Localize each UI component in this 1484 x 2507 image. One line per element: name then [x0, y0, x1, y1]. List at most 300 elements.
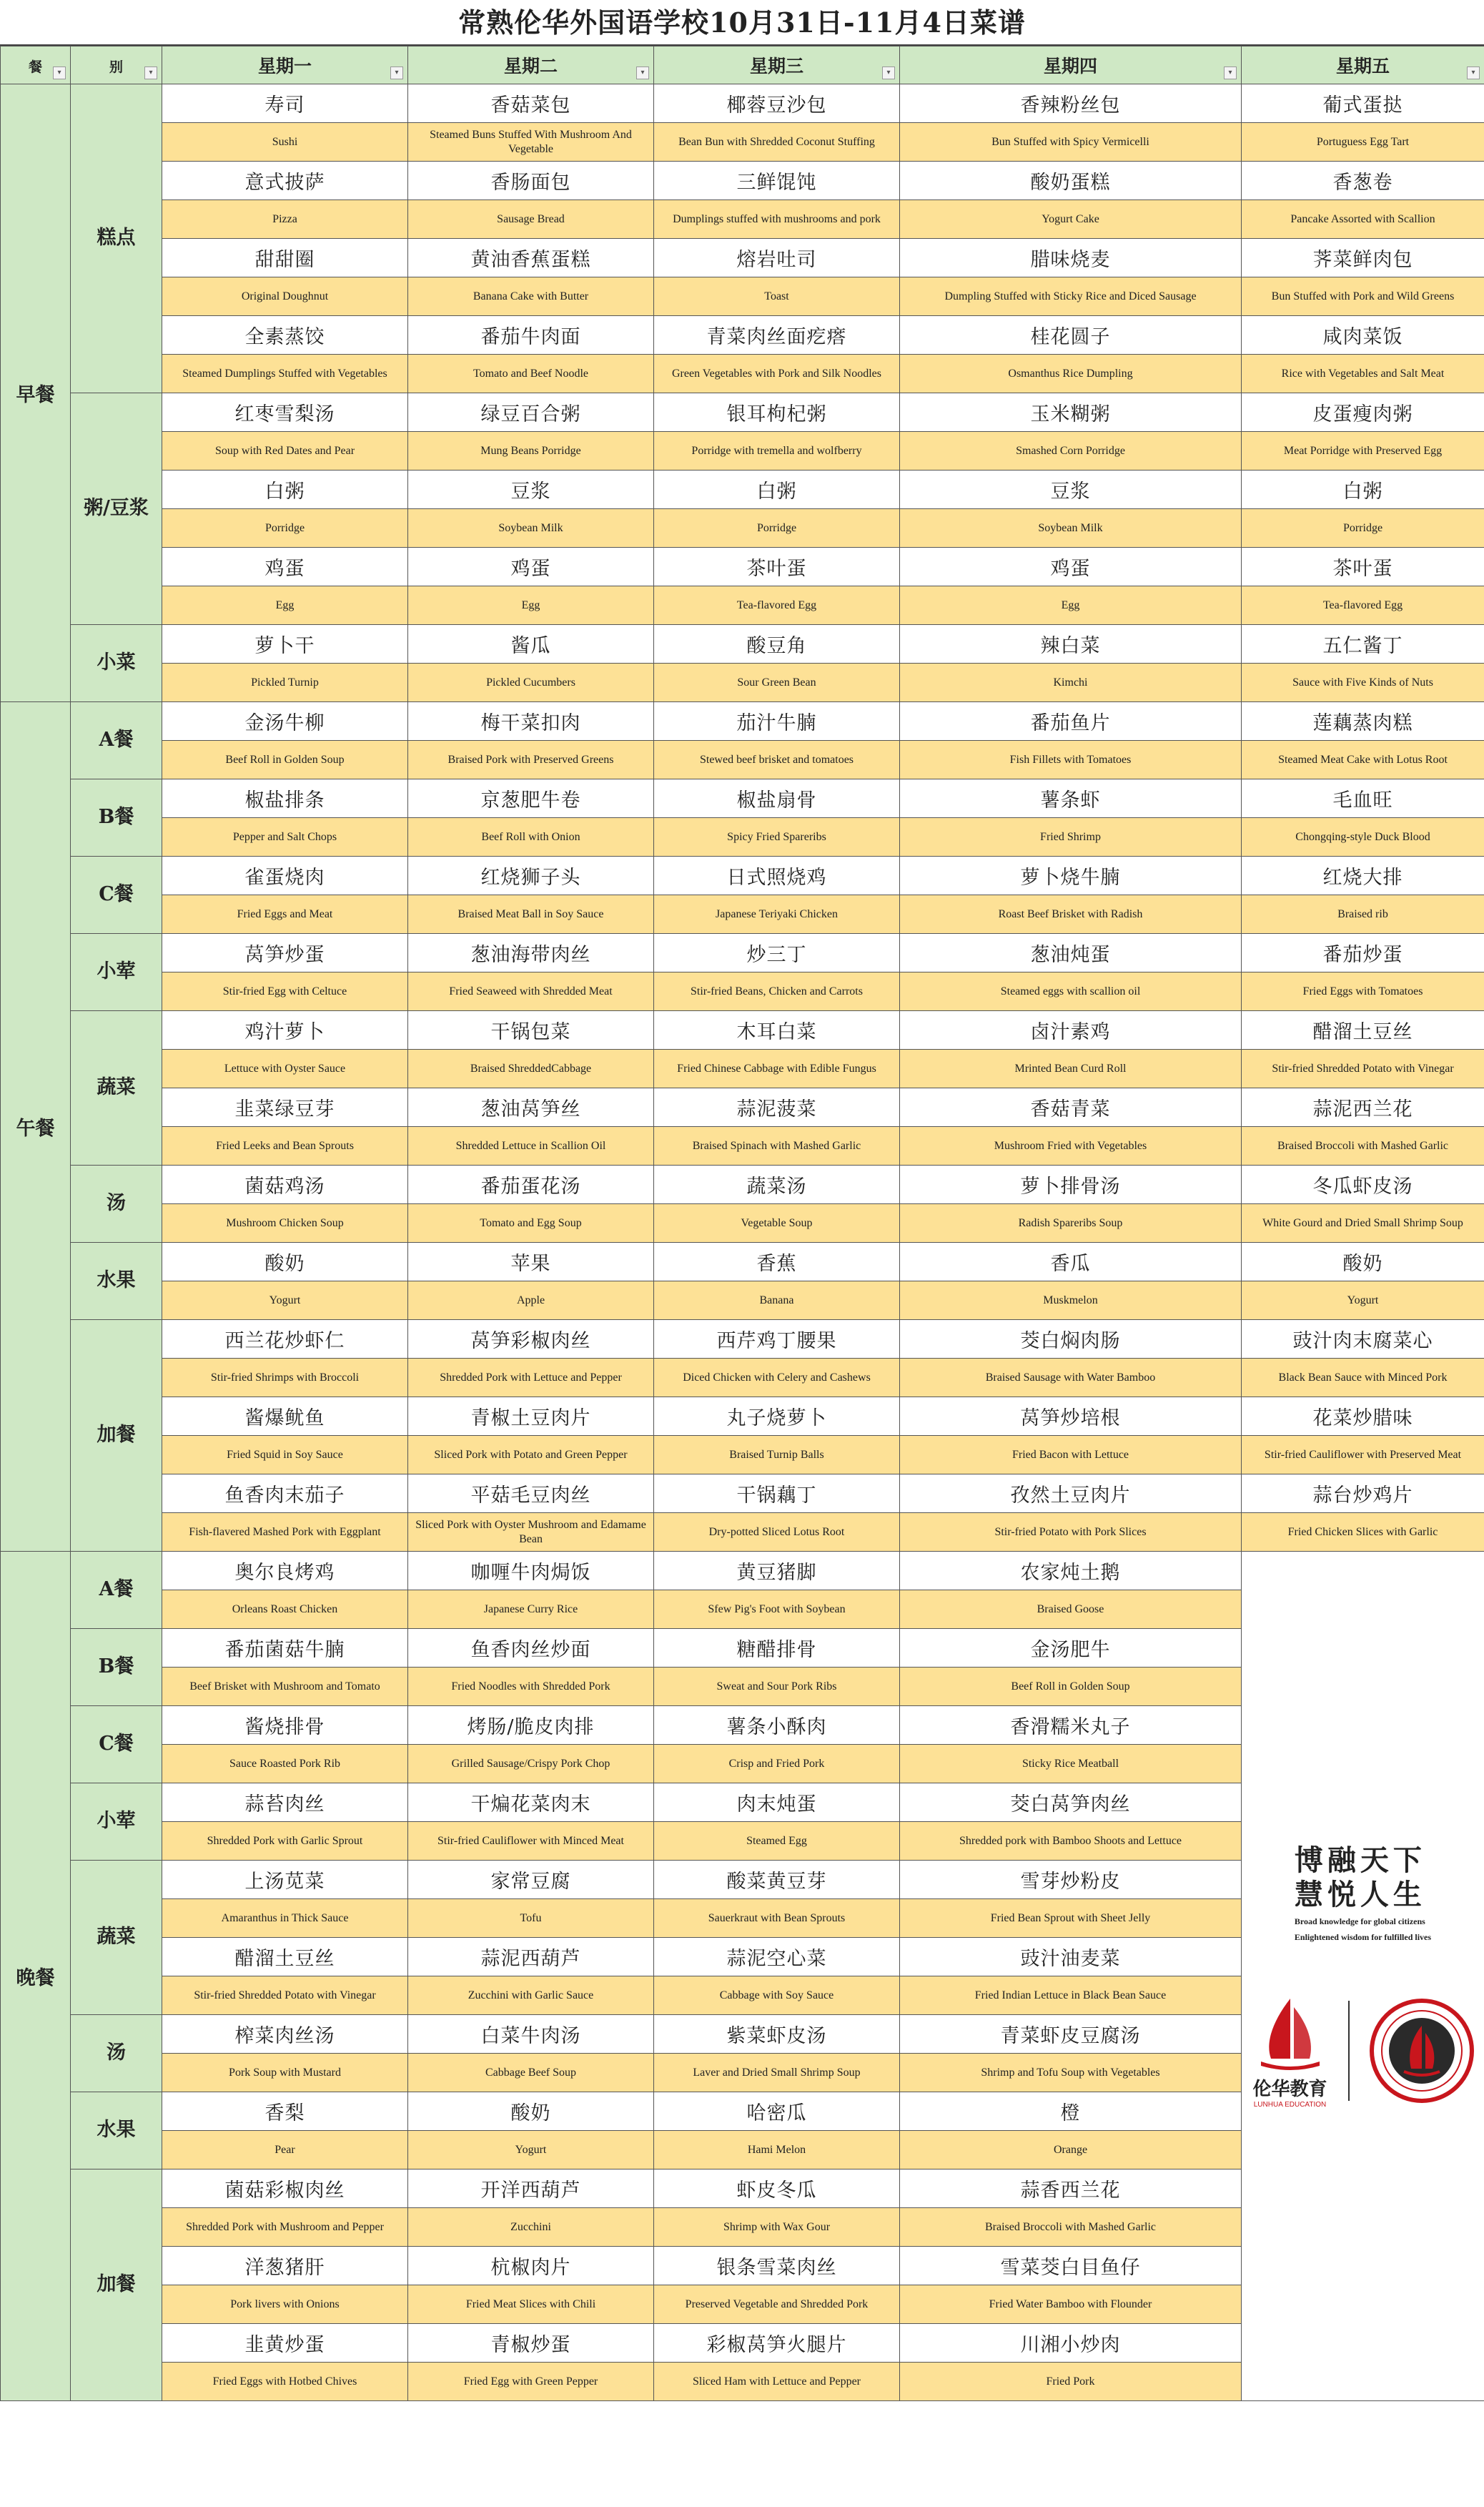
dish-name-cell: 白粥: [1242, 471, 1484, 509]
dish-english-cell: Fried Seaweed with Shredded Meat: [408, 972, 654, 1011]
dish-english-cell: Pork Soup with Mustard: [162, 2054, 408, 2092]
dish-name-cell: 毛血旺: [1242, 779, 1484, 818]
dish-name-cell: 彩椒莴笋火腿片: [654, 2324, 900, 2363]
dish-english-cell: Egg: [900, 586, 1242, 625]
filter-dropdown-icon[interactable]: ▾: [636, 67, 649, 79]
dish-english-cell: Preserved Vegetable and Shredded Pork: [654, 2285, 900, 2324]
dish-english-cell: Dumpling Stuffed with Sticky Rice and Diced Sausage: [900, 277, 1242, 316]
dish-name-cell: 杭椒肉片: [408, 2247, 654, 2285]
dish-english-cell: Yogurt: [408, 2131, 654, 2169]
dish-english-cell: Pepper and Salt Chops: [162, 818, 408, 857]
dish-name-cell: 酸奶蛋糕: [900, 162, 1242, 200]
dish-name-cell: 萝卜排骨汤: [900, 1166, 1242, 1204]
dish-name-cell: 菌菇彩椒肉丝: [162, 2169, 408, 2208]
dish-row-chinese: [1, 779, 1484, 818]
dish-english-cell: Pickled Cucumbers: [408, 664, 654, 702]
dish-name-cell: 金汤肥牛: [900, 1629, 1242, 1668]
dish-name-cell: 上汤苋菜: [162, 1861, 408, 1899]
dish-name-cell: 番茄菌菇牛腩: [162, 1629, 408, 1668]
dish-english-cell: Sliced Pork with Oyster Mushroom and Edamame Bean: [408, 1513, 654, 1552]
dish-english-cell: Orange: [900, 2131, 1242, 2169]
dish-english-cell: Braised ShreddedCabbage: [408, 1050, 654, 1088]
dish-row-chinese: [1, 1474, 1484, 1513]
meal-label: 午餐: [1, 702, 71, 1552]
dish-row-english: [1, 664, 1484, 702]
dish-english-cell: Sliced Ham with Lettuce and Pepper: [654, 2363, 900, 2401]
logo-name-en: LUNHUA EDUCATION: [1253, 2101, 1327, 2109]
dish-english-cell: Stir-fried Shrimps with Broccoli: [162, 1359, 408, 1397]
dish-english-cell: Braised Meat Ball in Soy Sauce: [408, 895, 654, 934]
dish-name-cell: 肉末炖蛋: [654, 1783, 900, 1822]
logo-name: 伦华教育: [1252, 2079, 1327, 2101]
dish-row-english: [1, 1204, 1484, 1243]
dish-name-cell: 香葱卷: [1242, 162, 1484, 200]
dish-english-cell: Stir-fried Shredded Potato with Vinegar: [1242, 1050, 1484, 1088]
dish-row-chinese: [1, 1397, 1484, 1436]
dish-name-cell: 茭白焖肉肠: [900, 1320, 1242, 1359]
dish-english-cell: Soup with Red Dates and Pear: [162, 432, 408, 471]
dish-english-cell: Beef Roll with Onion: [408, 818, 654, 857]
dish-english-cell: Steamed Egg: [654, 1822, 900, 1861]
dish-english-cell: Braised Broccoli with Mashed Garlic: [1242, 1127, 1484, 1166]
dish-english-cell: Steamed eggs with scallion oil: [900, 972, 1242, 1011]
dish-name-cell: 孜然土豆肉片: [900, 1474, 1242, 1513]
dish-row-chinese: [1, 1088, 1484, 1127]
school-seal-icon: [1368, 1997, 1475, 2104]
dish-english-cell: Amaranthus in Thick Sauce: [162, 1899, 408, 1938]
dish-english-cell: Japanese Curry Rice: [408, 1590, 654, 1629]
dish-english-cell: Fried Indian Lettuce in Black Bean Sauce: [900, 1976, 1242, 2015]
dish-row-english: [1, 123, 1484, 162]
dish-english-cell: Fried Chinese Cabbage with Edible Fungus: [654, 1050, 900, 1088]
dish-name-cell: 豆浆: [408, 471, 654, 509]
dish-name-cell: 茶叶蛋: [1242, 548, 1484, 586]
dish-english-cell: Fried Eggs and Meat: [162, 895, 408, 934]
dish-english-cell: Sausage Bread: [408, 200, 654, 239]
slogan-english-1: Broad knowledge for global citizens: [1294, 1916, 1425, 1926]
dish-english-cell: Cabbage with Soy Sauce: [654, 1976, 900, 2015]
dish-name-cell: 萝卜烧牛腩: [900, 857, 1242, 895]
dish-english-cell: Diced Chicken with Celery and Cashews: [654, 1359, 900, 1397]
meal-label: 晚餐: [1, 1552, 71, 2401]
dish-english-cell: Banana Cake with Butter: [408, 277, 654, 316]
category-label: A餐: [71, 702, 162, 779]
dish-english-cell: Yogurt: [162, 1281, 408, 1320]
filter-dropdown-icon[interactable]: ▾: [1467, 67, 1480, 79]
category-label: 小菜: [71, 625, 162, 702]
dish-english-cell: Yogurt Cake: [900, 200, 1242, 239]
dish-name-cell: 意式披萨: [162, 162, 408, 200]
dish-name-cell: 木耳白菜: [654, 1011, 900, 1050]
dish-name-cell: 青菜肉丝面疙瘩: [654, 316, 900, 355]
dish-name-cell: 莴笋炒蛋: [162, 934, 408, 972]
dish-english-cell: Laver and Dried Small Shrimp Soup: [654, 2054, 900, 2092]
dish-name-cell: 丸子烧萝卜: [654, 1397, 900, 1436]
slogan-line-1: 博融天下: [1294, 1843, 1426, 1877]
dish-name-cell: 红枣雪梨汤: [162, 393, 408, 432]
dish-english-cell: Braised Broccoli with Mashed Garlic: [900, 2208, 1242, 2247]
dish-name-cell: 西芹鸡丁腰果: [654, 1320, 900, 1359]
dish-row-chinese: [1, 857, 1484, 895]
dish-english-cell: Stir-fried Shredded Potato with Vinegar: [162, 1976, 408, 2015]
filter-dropdown-icon[interactable]: ▾: [144, 67, 157, 79]
dish-english-cell: Beef Roll in Golden Soup: [162, 741, 408, 779]
dish-english-cell: Hami Melon: [654, 2131, 900, 2169]
dish-row-chinese: [1, 1552, 1484, 1590]
dish-row-english: [1, 1050, 1484, 1088]
dish-name-cell: 虾皮冬瓜: [654, 2169, 900, 2208]
header-day-1: 星期一 ▾: [162, 46, 408, 84]
dish-english-cell: Bun Stuffed with Spicy Vermicelli: [900, 123, 1242, 162]
dish-name-cell: 莴笋炒培根: [900, 1397, 1242, 1436]
dish-name-cell: 酱烧排骨: [162, 1706, 408, 1745]
dish-name-cell: 干煸花菜肉末: [408, 1783, 654, 1822]
dish-english-cell: Black Bean Sauce with Minced Pork: [1242, 1359, 1484, 1397]
category-label: C餐: [71, 1706, 162, 1783]
dish-name-cell: 番茄牛肉面: [408, 316, 654, 355]
dish-name-cell: 椒盐扇骨: [654, 779, 900, 818]
dish-english-cell: Braised Goose: [900, 1590, 1242, 1629]
dish-english-cell: Shredded pork with Bamboo Shoots and Lettuce: [900, 1822, 1242, 1861]
dish-row-chinese: [1, 239, 1484, 277]
dish-name-cell: 榨菜肉丝汤: [162, 2015, 408, 2054]
dish-english-cell: Fried Egg with Green Pepper: [408, 2363, 654, 2401]
dish-name-cell: 蔬菜汤: [654, 1166, 900, 1204]
school-slogan: [1295, 1843, 1431, 1943]
dish-english-cell: Sfew Pig's Foot with Soybean: [654, 1590, 900, 1629]
dish-english-cell: Tomato and Egg Soup: [408, 1204, 654, 1243]
page-title: 常熟伦华外国语学校10月31日-11月4日菜谱: [0, 0, 1484, 46]
dish-row-chinese: [1, 471, 1484, 509]
category-label: A餐: [71, 1552, 162, 1629]
category-label: 加餐: [71, 1320, 162, 1552]
dish-english-cell: Beef Roll in Golden Soup: [900, 1668, 1242, 1706]
dish-name-cell: 鸡蛋: [900, 548, 1242, 586]
dish-english-cell: Stir-fried Cauliflower with Minced Meat: [408, 1822, 654, 1861]
dish-name-cell: 腊味烧麦: [900, 239, 1242, 277]
dish-name-cell: 鸡汁萝卜: [162, 1011, 408, 1050]
dish-name-cell: 五仁酱丁: [1242, 625, 1484, 664]
dish-english-cell: Portuguess Egg Tart: [1242, 123, 1484, 162]
dish-name-cell: 白菜牛肉汤: [408, 2015, 654, 2054]
dish-english-cell: Egg: [162, 586, 408, 625]
dish-name-cell: 椒盐排条: [162, 779, 408, 818]
dish-name-cell: 香肠面包: [408, 162, 654, 200]
filter-dropdown-icon[interactable]: ▾: [1224, 67, 1237, 79]
dish-name-cell: 番茄炒蛋: [1242, 934, 1484, 972]
dish-english-cell: Porridge: [654, 509, 900, 548]
dish-english-cell: Fried Water Bamboo with Flounder: [900, 2285, 1242, 2324]
dish-name-cell: 韭菜绿豆芽: [162, 1088, 408, 1127]
dish-english-cell: Stewed beef brisket and tomatoes: [654, 741, 900, 779]
dish-english-cell: Sauce Roasted Pork Rib: [162, 1745, 408, 1783]
dish-name-cell: 椰蓉豆沙包: [654, 84, 900, 123]
dish-english-cell: Braised Sausage with Water Bamboo: [900, 1359, 1242, 1397]
dish-english-cell: Meat Porridge with Preserved Egg: [1242, 432, 1484, 471]
dish-english-cell: Pear: [162, 2131, 408, 2169]
dish-row-english: [1, 355, 1484, 393]
header-day-5: 星期五 ▾: [1242, 46, 1484, 84]
menu-body: [1, 84, 1484, 2401]
dish-english-cell: Bun Stuffed with Pork and Wild Greens: [1242, 277, 1484, 316]
dish-name-cell: 皮蛋瘦肉粥: [1242, 393, 1484, 432]
dish-english-cell: Stir-fried Cauliflower with Preserved Meat: [1242, 1436, 1484, 1474]
category-label: 汤: [71, 1166, 162, 1243]
dish-name-cell: 川湘小炒肉: [900, 2324, 1242, 2363]
branding-cell: [1242, 1552, 1484, 2401]
dish-name-cell: 寿司: [162, 84, 408, 123]
dish-name-cell: 蒜泥菠菜: [654, 1088, 900, 1127]
dish-row-english: [1, 277, 1484, 316]
dish-name-cell: 黄油香蕉蛋糕: [408, 239, 654, 277]
dish-row-english: [1, 1436, 1484, 1474]
logo-group: [1251, 1993, 1475, 2109]
dish-row-english: [1, 1127, 1484, 1166]
dish-row-chinese: [1, 162, 1484, 200]
dish-name-cell: 酸豆角: [654, 625, 900, 664]
dish-name-cell: 菌菇鸡汤: [162, 1166, 408, 1204]
menu-table: [0, 46, 1484, 2401]
dish-name-cell: 葡式蛋挞: [1242, 84, 1484, 123]
dish-row-chinese: [1, 1166, 1484, 1204]
dish-name-cell: 卤汁素鸡: [900, 1011, 1242, 1050]
dish-name-cell: 蒜泥西兰花: [1242, 1088, 1484, 1127]
dish-english-cell: Sweat and Sour Pork Ribs: [654, 1668, 900, 1706]
dish-row-english: [1, 818, 1484, 857]
dish-row-chinese: [1, 84, 1484, 123]
dish-english-cell: Porridge: [162, 509, 408, 548]
dish-english-cell: White Gourd and Dried Small Shrimp Soup: [1242, 1204, 1484, 1243]
dish-name-cell: 酸奶: [162, 1243, 408, 1281]
dish-english-cell: Steamed Meat Cake with Lotus Root: [1242, 741, 1484, 779]
dish-english-cell: Pork livers with Onions: [162, 2285, 408, 2324]
dish-row-chinese: [1, 625, 1484, 664]
header-day-2: 星期二 ▾: [408, 46, 654, 84]
category-label: 粥/豆浆: [71, 393, 162, 625]
filter-dropdown-icon[interactable]: ▾: [390, 67, 403, 79]
dish-name-cell: 苹果: [408, 1243, 654, 1281]
dish-english-cell: Japanese Teriyaki Chicken: [654, 895, 900, 934]
dish-name-cell: 干锅藕丁: [654, 1474, 900, 1513]
dish-name-cell: 鱼香肉丝炒面: [408, 1629, 654, 1668]
dish-english-cell: Grilled Sausage/Crispy Pork Chop: [408, 1745, 654, 1783]
dish-english-cell: Fried Eggs with Tomatoes: [1242, 972, 1484, 1011]
dish-english-cell: Mushroom Chicken Soup: [162, 1204, 408, 1243]
dish-name-cell: 京葱肥牛卷: [408, 779, 654, 818]
dish-english-cell: Fish Fillets with Tomatoes: [900, 741, 1242, 779]
header-row: [1, 46, 1484, 84]
dish-name-cell: 酱爆鱿鱼: [162, 1397, 408, 1436]
dish-row-chinese: [1, 1320, 1484, 1359]
dish-english-cell: Crisp and Fried Pork: [654, 1745, 900, 1783]
dish-name-cell: 平菇毛豆肉丝: [408, 1474, 654, 1513]
dish-name-cell: 荠菜鲜肉包: [1242, 239, 1484, 277]
dish-english-cell: Braised Spinach with Mashed Garlic: [654, 1127, 900, 1166]
dish-name-cell: 糖醋排骨: [654, 1629, 900, 1668]
dish-english-cell: Dumplings stuffed with mushrooms and pork: [654, 200, 900, 239]
dish-english-cell: Zucchini: [408, 2208, 654, 2247]
dish-name-cell: 黄豆猪脚: [654, 1552, 900, 1590]
category-label: 汤: [71, 2015, 162, 2092]
dish-english-cell: Stir-fried Beans, Chicken and Carrots: [654, 972, 900, 1011]
dish-name-cell: 玉米糊粥: [900, 393, 1242, 432]
dish-name-cell: 白粥: [162, 471, 408, 509]
header-category-label: 别 ▾: [71, 46, 162, 84]
dish-name-cell: 雪芽炒粉皮: [900, 1861, 1242, 1899]
dish-english-cell: Pickled Turnip: [162, 664, 408, 702]
dish-english-cell: Mushroom Fried with Vegetables: [900, 1127, 1242, 1166]
dish-name-cell: 干锅包菜: [408, 1011, 654, 1050]
dish-row-english: [1, 432, 1484, 471]
dish-name-cell: 豉汁肉末腐菜心: [1242, 1320, 1484, 1359]
dish-name-cell: 醋溜土豆丝: [1242, 1011, 1484, 1050]
dish-english-cell: Fried Bacon with Lettuce: [900, 1436, 1242, 1474]
dish-name-cell: 薯条虾: [900, 779, 1242, 818]
dish-english-cell: Shredded Pork with Garlic Sprout: [162, 1822, 408, 1861]
dish-name-cell: 辣白菜: [900, 625, 1242, 664]
dish-name-cell: 葱油炖蛋: [900, 934, 1242, 972]
dish-row-english: [1, 1513, 1484, 1552]
dish-name-cell: 香菇菜包: [408, 84, 654, 123]
dish-english-cell: Dry-potted Sliced Lotus Root: [654, 1513, 900, 1552]
dish-name-cell: 香滑糯米丸子: [900, 1706, 1242, 1745]
dish-name-cell: 青菜虾皮豆腐汤: [900, 2015, 1242, 2054]
dish-english-cell: Fish-flavered Mashed Pork with Eggplant: [162, 1513, 408, 1552]
dish-english-cell: Soybean Milk: [900, 509, 1242, 548]
dish-name-cell: 酸奶: [1242, 1243, 1484, 1281]
dish-name-cell: 家常豆腐: [408, 1861, 654, 1899]
slogan-english-2: Enlightened wisdom for fulfilled lives: [1294, 1931, 1432, 1942]
lunhua-logo: [1251, 1993, 1330, 2109]
dish-name-cell: 青椒土豆肉片: [408, 1397, 654, 1436]
dish-english-cell: Fried Bean Sprout with Sheet Jelly: [900, 1899, 1242, 1938]
category-label: 蔬菜: [71, 1011, 162, 1166]
dish-name-cell: 白粥: [654, 471, 900, 509]
dish-name-cell: 洋葱猪肝: [162, 2247, 408, 2285]
dish-name-cell: 香瓜: [900, 1243, 1242, 1281]
dish-english-cell: Stir-fried Egg with Celtuce: [162, 972, 408, 1011]
dish-english-cell: Cabbage Beef Soup: [408, 2054, 654, 2092]
dish-name-cell: 烤肠/脆皮肉排: [408, 1706, 654, 1745]
dish-name-cell: 葱油莴笋丝: [408, 1088, 654, 1127]
dish-name-cell: 农家炖土鹅: [900, 1552, 1242, 1590]
dish-english-cell: Toast: [654, 277, 900, 316]
dish-english-cell: Sushi: [162, 123, 408, 162]
dish-name-cell: 蒜泥空心菜: [654, 1938, 900, 1976]
dish-name-cell: 哈密瓜: [654, 2092, 900, 2131]
dish-name-cell: 番茄蛋花汤: [408, 1166, 654, 1204]
dish-english-cell: Spicy Fried Spareribs: [654, 818, 900, 857]
dish-name-cell: 莲藕蒸肉糕: [1242, 702, 1484, 741]
dish-english-cell: Chongqing-style Duck Blood: [1242, 818, 1484, 857]
dish-name-cell: 蒜台炒鸡片: [1242, 1474, 1484, 1513]
dish-name-cell: 奥尔良烤鸡: [162, 1552, 408, 1590]
dish-row-english: [1, 1281, 1484, 1320]
dish-row-chinese: [1, 548, 1484, 586]
dish-english-cell: Pizza: [162, 200, 408, 239]
dish-name-cell: 鱼香肉末茄子: [162, 1474, 408, 1513]
dish-english-cell: Green Vegetables with Pork and Silk Noodles: [654, 355, 900, 393]
dish-name-cell: 豆浆: [900, 471, 1242, 509]
dish-english-cell: Pancake Assorted with Scallion: [1242, 200, 1484, 239]
dish-name-cell: 酸奶: [408, 2092, 654, 2131]
dish-name-cell: 香蕉: [654, 1243, 900, 1281]
dish-name-cell: 香梨: [162, 2092, 408, 2131]
dish-english-cell: Fried Shrimp: [900, 818, 1242, 857]
dish-name-cell: 绿豆百合粥: [408, 393, 654, 432]
dish-name-cell: 薯条小酥肉: [654, 1706, 900, 1745]
dish-english-cell: Fried Pork: [900, 2363, 1242, 2401]
header-day-3: 星期三 ▾: [654, 46, 900, 84]
dish-name-cell: 酱瓜: [408, 625, 654, 664]
dish-english-cell: Roast Beef Brisket with Radish: [900, 895, 1242, 934]
dish-name-cell: 金汤牛柳: [162, 702, 408, 741]
dish-name-cell: 醋溜土豆丝: [162, 1938, 408, 1976]
dish-name-cell: 蒜泥西葫芦: [408, 1938, 654, 1976]
dish-name-cell: 番茄鱼片: [900, 702, 1242, 741]
header-day-4: 星期四 ▾: [900, 46, 1242, 84]
dish-name-cell: 莴笋彩椒肉丝: [408, 1320, 654, 1359]
dish-english-cell: Zucchini with Garlic Sauce: [408, 1976, 654, 2015]
dish-english-cell: Sticky Rice Meatball: [900, 1745, 1242, 1783]
category-label: B餐: [71, 779, 162, 857]
category-label: C餐: [71, 857, 162, 934]
dish-english-cell: Soybean Milk: [408, 509, 654, 548]
header-meal-label: 餐 ▾: [1, 46, 71, 84]
dish-row-english: [1, 1359, 1484, 1397]
filter-dropdown-icon[interactable]: ▾: [882, 67, 895, 79]
dish-name-cell: 咖喱牛肉焗饭: [408, 1552, 654, 1590]
dish-name-cell: 韭黄炒蛋: [162, 2324, 408, 2363]
dish-english-cell: Shredded Pork with Mushroom and Pepper: [162, 2208, 408, 2247]
dish-english-cell: Fried Noodles with Shredded Pork: [408, 1668, 654, 1706]
category-label: B餐: [71, 1629, 162, 1706]
dish-name-cell: 冬瓜虾皮汤: [1242, 1166, 1484, 1204]
dish-english-cell: Orleans Roast Chicken: [162, 1590, 408, 1629]
dish-english-cell: Steamed Dumplings Stuffed with Vegetables: [162, 355, 408, 393]
dish-name-cell: 酸菜黄豆芽: [654, 1861, 900, 1899]
dish-english-cell: Muskmelon: [900, 1281, 1242, 1320]
dish-row-english: [1, 509, 1484, 548]
dish-english-cell: Fried Chicken Slices with Garlic: [1242, 1513, 1484, 1552]
dish-english-cell: Porridge with tremella and wolfberry: [654, 432, 900, 471]
dish-english-cell: Steamed Buns Stuffed With Mushroom And Vegetable: [408, 123, 654, 162]
dish-name-cell: 红烧大排: [1242, 857, 1484, 895]
dish-english-cell: Mung Beans Porridge: [408, 432, 654, 471]
dish-english-cell: Stir-fried Potato with Pork Slices: [900, 1513, 1242, 1552]
category-label: 加餐: [71, 2169, 162, 2401]
category-label: 小荤: [71, 1783, 162, 1861]
dish-english-cell: Smashed Corn Porridge: [900, 432, 1242, 471]
filter-dropdown-icon[interactable]: ▾: [53, 67, 66, 79]
dish-row-chinese: [1, 702, 1484, 741]
category-label: 水果: [71, 1243, 162, 1320]
dish-row-english: [1, 741, 1484, 779]
dish-name-cell: 萝卜干: [162, 625, 408, 664]
dish-english-cell: Rice with Vegetables and Salt Meat: [1242, 355, 1484, 393]
logo-divider: [1348, 2001, 1350, 2101]
dish-name-cell: 鸡蛋: [162, 548, 408, 586]
dish-row-english: [1, 895, 1484, 934]
dish-english-cell: Original Doughnut: [162, 277, 408, 316]
dish-name-cell: 蒜苔肉丝: [162, 1783, 408, 1822]
dish-english-cell: Shrimp and Tofu Soup with Vegetables: [900, 2054, 1242, 2092]
dish-english-cell: Shredded Pork with Lettuce and Pepper: [408, 1359, 654, 1397]
dish-english-cell: Mrinted Bean Curd Roll: [900, 1050, 1242, 1088]
dish-english-cell: Vegetable Soup: [654, 1204, 900, 1243]
dish-english-cell: Tea-flavored Egg: [1242, 586, 1484, 625]
dish-english-cell: Tomato and Beef Noodle: [408, 355, 654, 393]
